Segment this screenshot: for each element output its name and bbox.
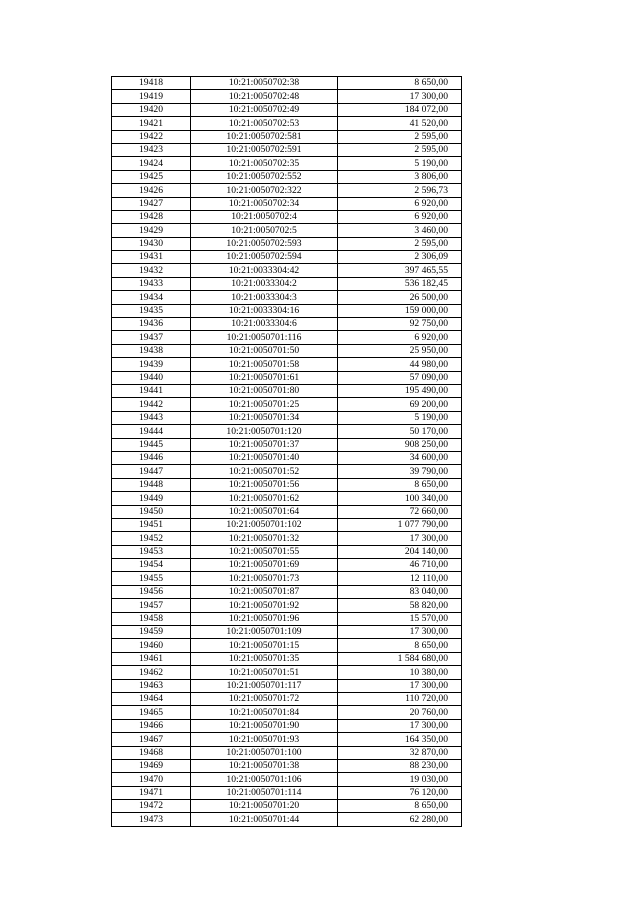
cadastral-number-cell: 10:21:0050702:49 — [191, 103, 338, 116]
row-id-cell: 19459 — [112, 626, 191, 639]
amount-cell: 195 490,00 — [338, 384, 462, 397]
row-id-cell: 19425 — [112, 170, 191, 183]
amount-cell: 50 170,00 — [338, 425, 462, 438]
amount-cell: 2 595,00 — [338, 237, 462, 250]
cadastral-number-cell: 10:21:0050701:32 — [191, 532, 338, 545]
amount-cell: 17 300,00 — [338, 90, 462, 103]
table-row — [112, 184, 462, 197]
table-row — [112, 331, 462, 344]
table-row — [112, 143, 462, 156]
table-row — [112, 411, 462, 424]
table-row — [112, 800, 462, 813]
cadastral-number-cell: 10:21:0050701:25 — [191, 398, 338, 411]
table-row — [112, 318, 462, 331]
row-id-cell: 19428 — [112, 210, 191, 223]
row-id-cell: 19426 — [112, 184, 191, 197]
table-row — [112, 813, 462, 826]
amount-cell: 159 000,00 — [338, 304, 462, 317]
cadastral-number-cell: 10:21:0050702:35 — [191, 157, 338, 170]
cadastral-number-cell: 10:21:0050701:73 — [191, 572, 338, 585]
amount-cell: 12 110,00 — [338, 572, 462, 585]
amount-cell: 19 030,00 — [338, 773, 462, 786]
row-id-cell: 19418 — [112, 77, 191, 90]
amount-cell: 3 460,00 — [338, 224, 462, 237]
amount-cell: 2 595,00 — [338, 143, 462, 156]
row-id-cell: 19429 — [112, 224, 191, 237]
table-row — [112, 384, 462, 397]
cadastral-number-cell: 10:21:0050701:58 — [191, 358, 338, 371]
data-table — [111, 76, 462, 827]
cadastral-number-cell: 10:21:0050701:84 — [191, 706, 338, 719]
table-row — [112, 559, 462, 572]
table-row — [112, 157, 462, 170]
amount-cell: 6 920,00 — [338, 331, 462, 344]
row-id-cell: 19430 — [112, 237, 191, 250]
cadastral-number-cell: 10:21:0050701:102 — [191, 518, 338, 531]
cadastral-number-cell: 10:21:0050701:35 — [191, 652, 338, 665]
cadastral-number-cell: 10:21:0050701:116 — [191, 331, 338, 344]
amount-cell: 2 595,00 — [338, 130, 462, 143]
amount-cell: 397 465,55 — [338, 264, 462, 277]
row-id-cell: 19471 — [112, 786, 191, 799]
amount-cell: 17 300,00 — [338, 532, 462, 545]
amount-cell: 3 806,00 — [338, 170, 462, 183]
cadastral-number-cell: 10:21:0050701:61 — [191, 371, 338, 384]
table-row — [112, 505, 462, 518]
table-row — [112, 612, 462, 625]
amount-cell: 110 720,00 — [338, 692, 462, 705]
row-id-cell: 19441 — [112, 384, 191, 397]
table-row — [112, 371, 462, 384]
amount-cell: 1 077 790,00 — [338, 518, 462, 531]
amount-cell: 32 870,00 — [338, 746, 462, 759]
table-row — [112, 451, 462, 464]
row-id-cell: 19473 — [112, 813, 191, 826]
cadastral-number-cell: 10:21:0050701:15 — [191, 639, 338, 652]
row-id-cell: 19432 — [112, 264, 191, 277]
table-row — [112, 666, 462, 679]
amount-cell: 41 520,00 — [338, 117, 462, 130]
cadastral-number-cell: 10:21:0050701:20 — [191, 800, 338, 813]
row-id-cell: 19421 — [112, 117, 191, 130]
table-row — [112, 639, 462, 652]
cadastral-number-cell: 10:21:0050701:92 — [191, 599, 338, 612]
table-row — [112, 626, 462, 639]
row-id-cell: 19453 — [112, 545, 191, 558]
table-row — [112, 599, 462, 612]
cadastral-number-cell: 10:21:0033304:2 — [191, 277, 338, 290]
row-id-cell: 19462 — [112, 666, 191, 679]
amount-cell: 69 200,00 — [338, 398, 462, 411]
table-row — [112, 679, 462, 692]
cadastral-number-cell: 10:21:0033304:3 — [191, 291, 338, 304]
amount-cell: 5 190,00 — [338, 157, 462, 170]
table-row — [112, 224, 462, 237]
amount-cell: 100 340,00 — [338, 492, 462, 505]
amount-cell: 536 182,45 — [338, 277, 462, 290]
amount-cell: 5 190,00 — [338, 411, 462, 424]
row-id-cell: 19454 — [112, 559, 191, 572]
cadastral-number-cell: 10:21:0050701:37 — [191, 438, 338, 451]
cadastral-number-cell: 10:21:0050701:106 — [191, 773, 338, 786]
table-row — [112, 304, 462, 317]
cadastral-number-cell: 10:21:0050701:69 — [191, 559, 338, 572]
table-row — [112, 264, 462, 277]
amount-cell: 57 090,00 — [338, 371, 462, 384]
cadastral-number-cell: 10:21:0050701:96 — [191, 612, 338, 625]
amount-cell: 908 250,00 — [338, 438, 462, 451]
table-row — [112, 465, 462, 478]
amount-cell: 58 820,00 — [338, 599, 462, 612]
row-id-cell: 19463 — [112, 679, 191, 692]
cadastral-number-cell: 10:21:0050701:117 — [191, 679, 338, 692]
row-id-cell: 19433 — [112, 277, 191, 290]
row-id-cell: 19419 — [112, 90, 191, 103]
row-id-cell: 19455 — [112, 572, 191, 585]
row-id-cell: 19466 — [112, 719, 191, 732]
table-row — [112, 746, 462, 759]
cadastral-number-cell: 10:21:0050702:48 — [191, 90, 338, 103]
cadastral-number-cell: 10:21:0050702:5 — [191, 224, 338, 237]
row-id-cell: 19424 — [112, 157, 191, 170]
amount-cell: 39 790,00 — [338, 465, 462, 478]
amount-cell: 72 660,00 — [338, 505, 462, 518]
table-row — [112, 130, 462, 143]
cadastral-number-cell: 10:21:0050701:80 — [191, 384, 338, 397]
cadastral-number-cell: 10:21:0033304:6 — [191, 318, 338, 331]
cadastral-number-cell: 10:21:0050701:40 — [191, 451, 338, 464]
amount-cell: 8 650,00 — [338, 478, 462, 491]
table-row — [112, 652, 462, 665]
row-id-cell: 19437 — [112, 331, 191, 344]
row-id-cell: 19469 — [112, 759, 191, 772]
table-row — [112, 492, 462, 505]
amount-cell: 83 040,00 — [338, 585, 462, 598]
row-id-cell: 19436 — [112, 318, 191, 331]
cadastral-number-cell: 10:21:0050701:64 — [191, 505, 338, 518]
table-row — [112, 358, 462, 371]
table-row — [112, 197, 462, 210]
amount-cell: 34 600,00 — [338, 451, 462, 464]
amount-cell: 184 072,00 — [338, 103, 462, 116]
cadastral-number-cell: 10:21:0033304:42 — [191, 264, 338, 277]
table-row — [112, 77, 462, 90]
amount-cell: 17 300,00 — [338, 679, 462, 692]
amount-cell: 2 306,09 — [338, 251, 462, 264]
amount-cell: 10 380,00 — [338, 666, 462, 679]
cadastral-number-cell: 10:21:0050701:44 — [191, 813, 338, 826]
cadastral-number-cell: 10:21:0050702:322 — [191, 184, 338, 197]
row-id-cell: 19423 — [112, 143, 191, 156]
amount-cell: 204 140,00 — [338, 545, 462, 558]
cadastral-number-cell: 10:21:0050701:109 — [191, 626, 338, 639]
row-id-cell: 19457 — [112, 599, 191, 612]
amount-cell: 17 300,00 — [338, 626, 462, 639]
table-row — [112, 344, 462, 357]
cadastral-number-cell: 10:21:0050702:594 — [191, 251, 338, 264]
cadastral-number-cell: 10:21:0050702:34 — [191, 197, 338, 210]
table-row — [112, 398, 462, 411]
amount-cell: 6 920,00 — [338, 197, 462, 210]
table-row — [112, 90, 462, 103]
amount-cell: 6 920,00 — [338, 210, 462, 223]
cadastral-number-cell: 10:21:0050701:100 — [191, 746, 338, 759]
cadastral-number-cell: 10:21:0050702:4 — [191, 210, 338, 223]
amount-cell: 2 596,73 — [338, 184, 462, 197]
amount-cell: 164 350,00 — [338, 733, 462, 746]
row-id-cell: 19450 — [112, 505, 191, 518]
cadastral-number-cell: 10:21:0050702:53 — [191, 117, 338, 130]
row-id-cell: 19444 — [112, 425, 191, 438]
row-id-cell: 19431 — [112, 251, 191, 264]
cadastral-number-cell: 10:21:0050701:50 — [191, 344, 338, 357]
table-body — [112, 77, 462, 827]
cadastral-number-cell: 10:21:0050701:56 — [191, 478, 338, 491]
row-id-cell: 19451 — [112, 518, 191, 531]
table-row — [112, 585, 462, 598]
amount-cell: 8 650,00 — [338, 77, 462, 90]
cadastral-number-cell: 10:21:0033304:16 — [191, 304, 338, 317]
amount-cell: 1 584 680,00 — [338, 652, 462, 665]
amount-cell: 76 120,00 — [338, 786, 462, 799]
table-row — [112, 773, 462, 786]
cadastral-number-cell: 10:21:0050702:591 — [191, 143, 338, 156]
row-id-cell: 19439 — [112, 358, 191, 371]
row-id-cell: 19434 — [112, 291, 191, 304]
cadastral-number-cell: 10:21:0050701:52 — [191, 465, 338, 478]
row-id-cell: 19442 — [112, 398, 191, 411]
row-id-cell: 19452 — [112, 532, 191, 545]
cadastral-number-cell: 10:21:0050701:55 — [191, 545, 338, 558]
table-row — [112, 478, 462, 491]
cadastral-number-cell: 10:21:0050701:120 — [191, 425, 338, 438]
cadastral-number-cell: 10:21:0050702:581 — [191, 130, 338, 143]
row-id-cell: 19443 — [112, 411, 191, 424]
row-id-cell: 19448 — [112, 478, 191, 491]
table-row — [112, 117, 462, 130]
row-id-cell: 19461 — [112, 652, 191, 665]
amount-cell: 44 980,00 — [338, 358, 462, 371]
row-id-cell: 19427 — [112, 197, 191, 210]
table-row — [112, 532, 462, 545]
table-row — [112, 733, 462, 746]
row-id-cell: 19446 — [112, 451, 191, 464]
amount-cell: 8 650,00 — [338, 639, 462, 652]
cadastral-number-cell: 10:21:0050701:38 — [191, 759, 338, 772]
amount-cell: 15 570,00 — [338, 612, 462, 625]
cadastral-number-cell: 10:21:0050701:62 — [191, 492, 338, 505]
table-row — [112, 692, 462, 705]
cadastral-number-cell: 10:21:0050701:34 — [191, 411, 338, 424]
row-id-cell: 19472 — [112, 800, 191, 813]
cadastral-number-cell: 10:21:0050701:72 — [191, 692, 338, 705]
row-id-cell: 19468 — [112, 746, 191, 759]
cadastral-number-cell: 10:21:0050701:114 — [191, 786, 338, 799]
amount-cell: 26 500,00 — [338, 291, 462, 304]
cadastral-number-cell: 10:21:0050702:552 — [191, 170, 338, 183]
amount-cell: 20 760,00 — [338, 706, 462, 719]
table-row — [112, 425, 462, 438]
table-row — [112, 572, 462, 585]
cadastral-number-cell: 10:21:0050701:90 — [191, 719, 338, 732]
row-id-cell: 19456 — [112, 585, 191, 598]
table-row — [112, 237, 462, 250]
amount-cell: 88 230,00 — [338, 759, 462, 772]
amount-cell: 62 280,00 — [338, 813, 462, 826]
amount-cell: 92 750,00 — [338, 318, 462, 331]
amount-cell: 25 950,00 — [338, 344, 462, 357]
row-id-cell: 19435 — [112, 304, 191, 317]
cadastral-number-cell: 10:21:0050702:38 — [191, 77, 338, 90]
table-row — [112, 719, 462, 732]
row-id-cell: 19440 — [112, 371, 191, 384]
row-id-cell: 19447 — [112, 465, 191, 478]
table-row — [112, 210, 462, 223]
row-id-cell: 19422 — [112, 130, 191, 143]
table-row — [112, 291, 462, 304]
cadastral-number-cell: 10:21:0050701:93 — [191, 733, 338, 746]
table-row — [112, 438, 462, 451]
row-id-cell: 19464 — [112, 692, 191, 705]
cadastral-number-cell: 10:21:0050701:87 — [191, 585, 338, 598]
row-id-cell: 19470 — [112, 773, 191, 786]
table-row — [112, 545, 462, 558]
row-id-cell: 19438 — [112, 344, 191, 357]
table-row — [112, 759, 462, 772]
row-id-cell: 19465 — [112, 706, 191, 719]
table-row — [112, 277, 462, 290]
row-id-cell: 19460 — [112, 639, 191, 652]
amount-cell: 8 650,00 — [338, 800, 462, 813]
table-row — [112, 706, 462, 719]
table-row — [112, 251, 462, 264]
cadastral-number-cell: 10:21:0050701:51 — [191, 666, 338, 679]
table-row — [112, 518, 462, 531]
table-row — [112, 170, 462, 183]
amount-cell: 46 710,00 — [338, 559, 462, 572]
row-id-cell: 19449 — [112, 492, 191, 505]
table-row — [112, 786, 462, 799]
cadastral-number-cell: 10:21:0050702:593 — [191, 237, 338, 250]
row-id-cell: 19420 — [112, 103, 191, 116]
row-id-cell: 19458 — [112, 612, 191, 625]
row-id-cell: 19467 — [112, 733, 191, 746]
amount-cell: 17 300,00 — [338, 719, 462, 732]
table-row — [112, 103, 462, 116]
row-id-cell: 19445 — [112, 438, 191, 451]
